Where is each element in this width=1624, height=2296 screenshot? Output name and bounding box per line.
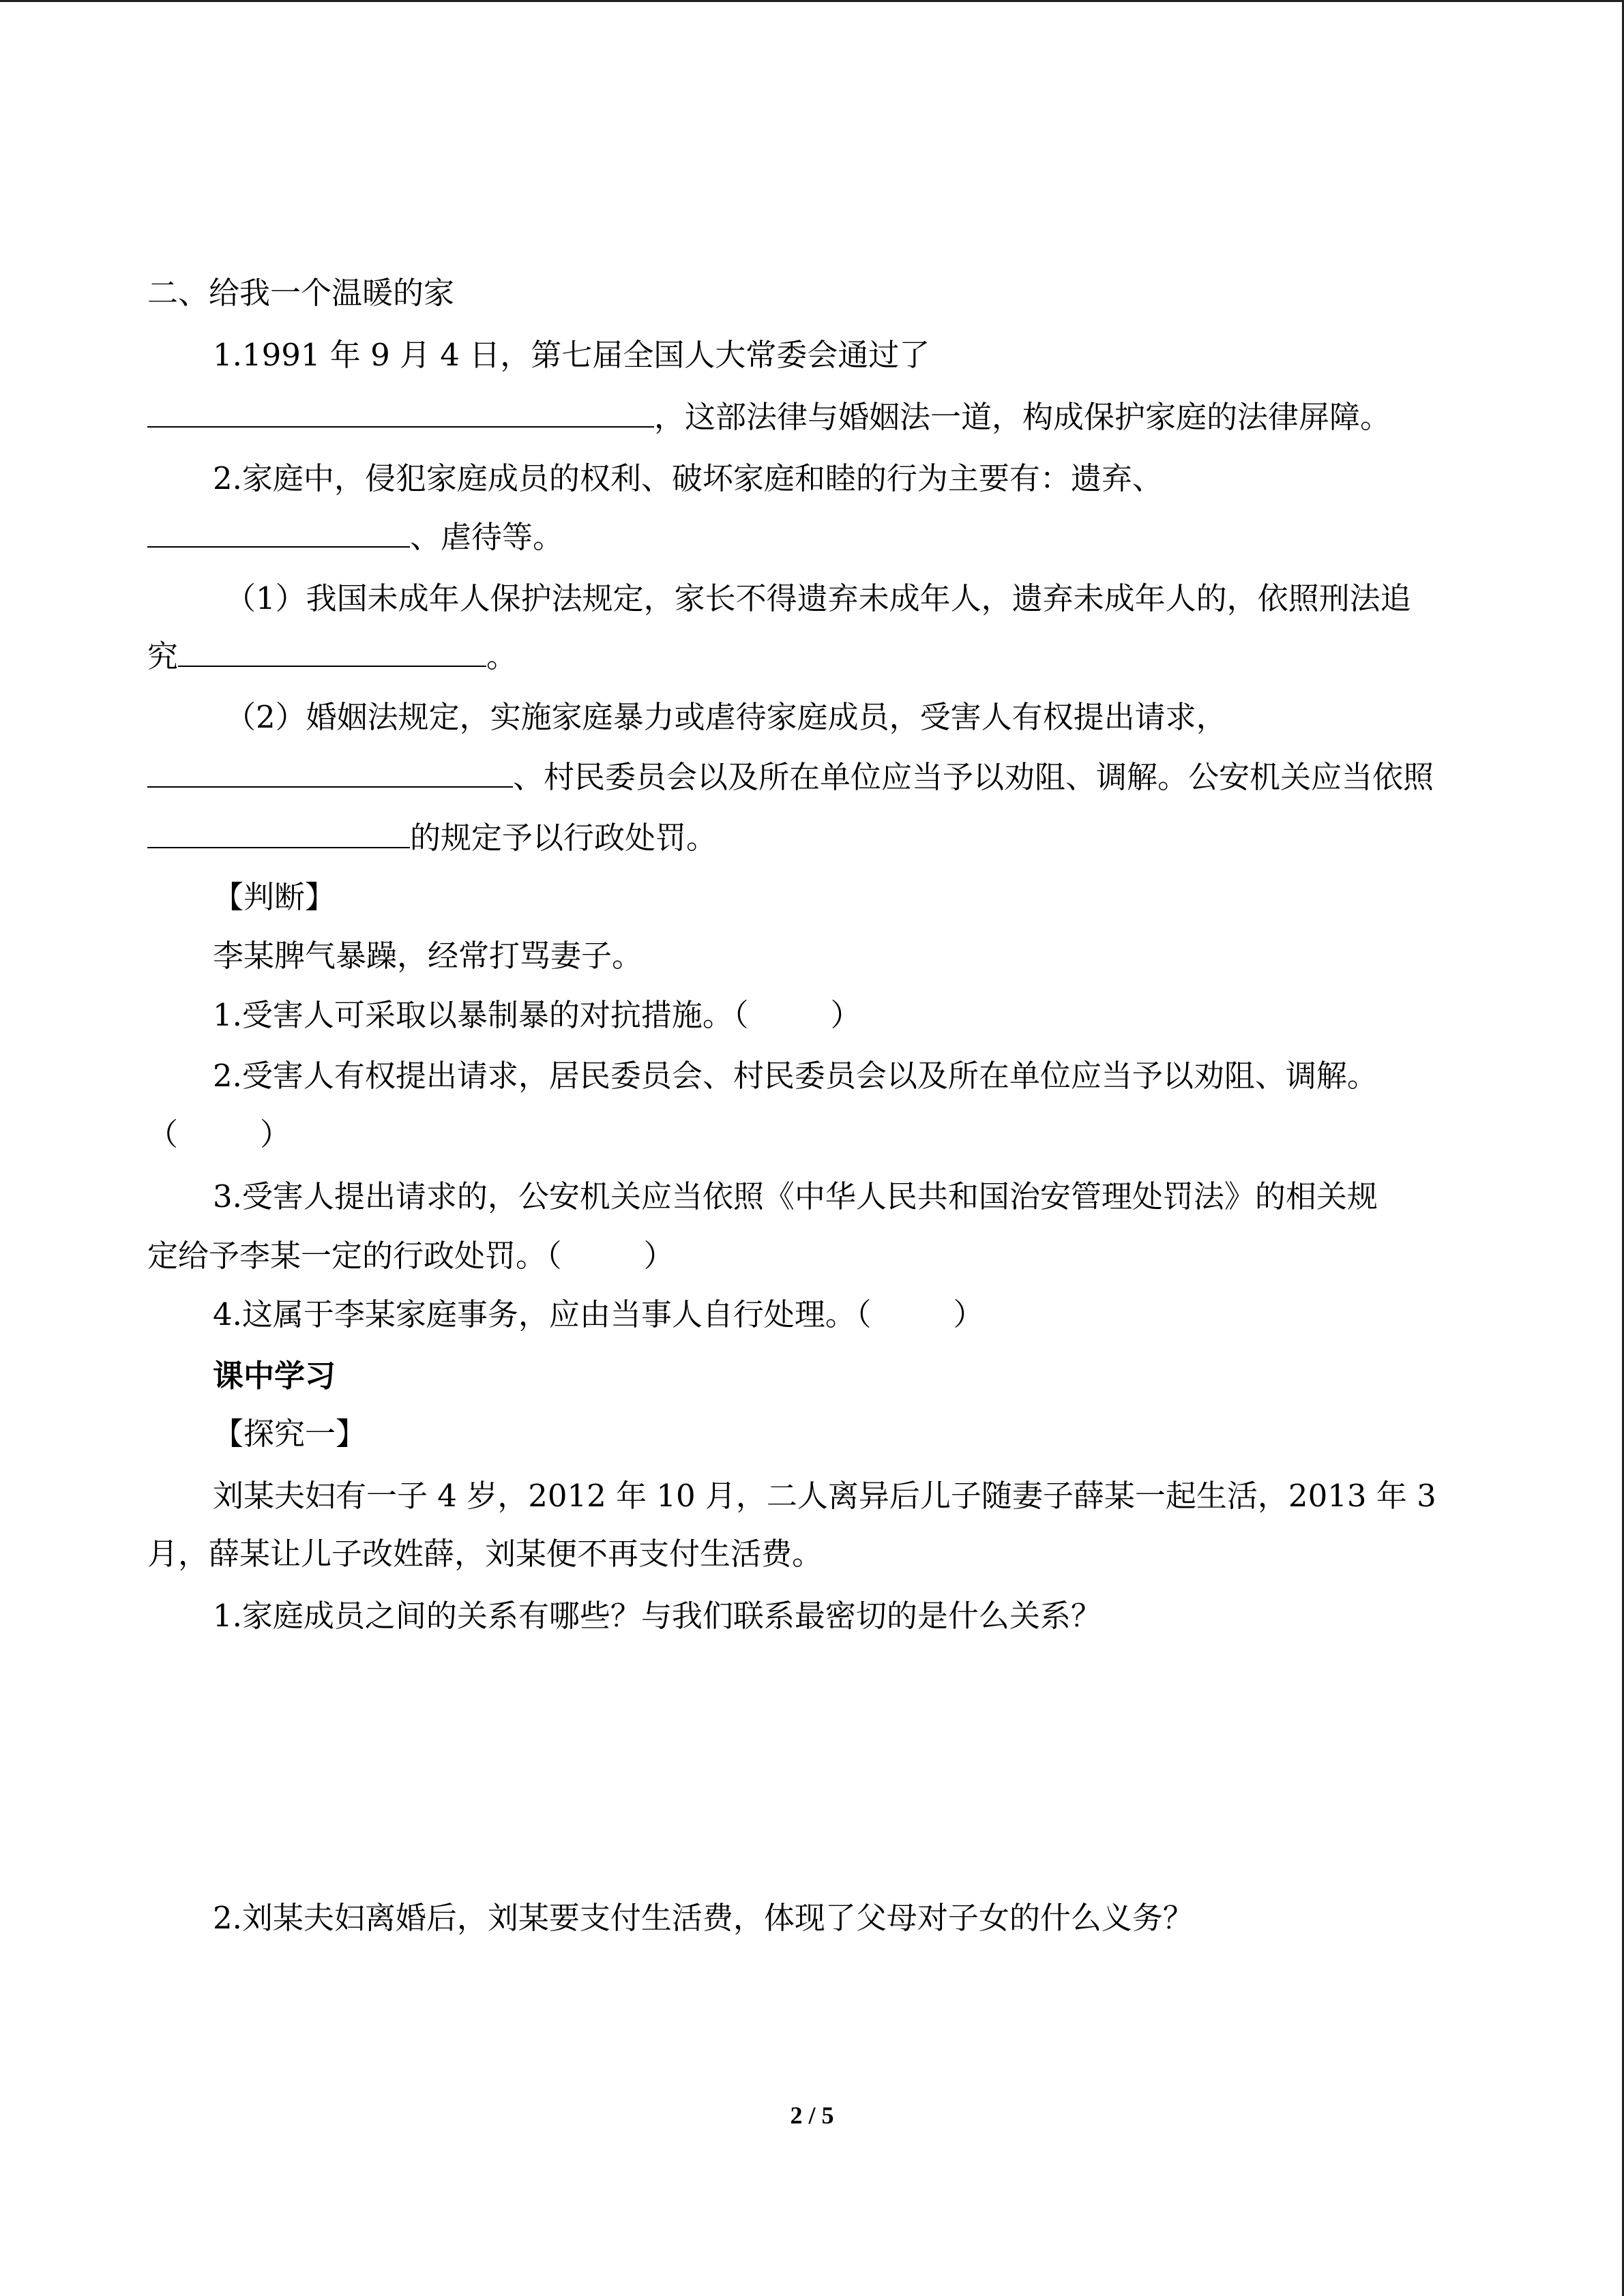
page-number: 2 / 5 bbox=[790, 2102, 834, 2129]
section-heading: 二、给我一个温暖的家 bbox=[147, 275, 455, 311]
sub-question-1-line-2-head: 究 bbox=[147, 638, 179, 674]
judgment-item-3-line-2 bbox=[147, 1236, 675, 1277]
question-2-line-2-text: 、虐待等。 bbox=[410, 519, 564, 555]
paren-open: （ bbox=[855, 1296, 872, 1332]
judgment-item-2-line-1: 2.受害人有权提出请求，居民委员会、村民委员会以及所在单位应当予以劝阻、调解。 bbox=[213, 1058, 1378, 1094]
question-2-line-1: 2.家庭中，侵犯家庭成员的权利、破坏家庭和睦的行为主要有：遗弃、 bbox=[213, 460, 1163, 496]
sub-question-2-line-3-text: 的规定予以行政处罚。 bbox=[410, 820, 718, 856]
question-1-line-2-text: ，这部法律与婚姻法一道，构成保护家庭的法律屏障。 bbox=[654, 399, 1391, 435]
page-border-top bbox=[0, 0, 1624, 2]
judgment-item-1 bbox=[213, 995, 861, 1036]
sub-question-2-line-2 bbox=[147, 756, 1434, 798]
case-line-2: 月，薛某让儿子改姓薛，刘某便不再支付生活费。 bbox=[147, 1536, 823, 1572]
judgment-heading: 【判断】 bbox=[213, 879, 336, 915]
fill-blank[interactable] bbox=[147, 516, 410, 548]
question-2-line-2 bbox=[147, 516, 563, 558]
judgment-item-3-line-2-text: 定给予李某一定的行政处罚。 bbox=[147, 1238, 547, 1274]
fill-blank[interactable] bbox=[147, 396, 654, 428]
question-1-line-1: 1.1991 年 9 月 4 日，第七届全国人大常委会通过了 bbox=[213, 337, 930, 373]
case-line-1: 刘某夫妇有一子 4 岁，2012 年 10 月，二人离异后儿子随妻子薛某一起生活，2013 年 3 bbox=[213, 1478, 1436, 1514]
judgment-scenario: 李某脾气暴躁，经常打骂妻子。 bbox=[213, 938, 643, 974]
paren-close: ） bbox=[830, 997, 861, 1033]
paren-open: （ bbox=[733, 997, 749, 1033]
fill-blank[interactable] bbox=[147, 756, 513, 788]
paren-open: （ bbox=[147, 1116, 179, 1152]
fill-blank[interactable] bbox=[147, 817, 410, 848]
paren-close: ） bbox=[643, 1238, 675, 1274]
explore-heading: 【探究一】 bbox=[213, 1416, 367, 1452]
paren-open: （ bbox=[546, 1238, 562, 1274]
sub-question-1-line-2 bbox=[147, 636, 517, 677]
sub-question-1-line-2-tail: 。 bbox=[486, 638, 518, 674]
sub-question-2-line-1: （2）婚姻法规定，实施家庭暴力或虐待家庭成员，受害人有权提出请求， bbox=[225, 699, 1227, 735]
sub-question-1-line-1: （1）我国未成年人保护法规定，家长不得遗弃未成年人，遗弃未成年人的，依照刑法追 bbox=[225, 580, 1411, 616]
judgment-item-2-line-2 bbox=[147, 1114, 291, 1155]
judgment-item-4 bbox=[213, 1294, 984, 1335]
judgment-item-1-text: 1.受害人可采取以暴制暴的对抗措施。 bbox=[213, 997, 733, 1033]
judgment-item-4-text: 4.这属于李某家庭事务，应由当事人自行处理。 bbox=[213, 1296, 856, 1332]
judgment-item-3-line-1: 3.受害人提出请求的，公安机关应当依照《中华人民共和国治安管理处罚法》的相关规 bbox=[213, 1178, 1378, 1214]
sub-question-2-line-2-text: 、村民委员会以及所在单位应当予以劝阻、调解。公安机关应当依照 bbox=[513, 759, 1434, 795]
paren-close: ） bbox=[260, 1116, 291, 1152]
explore-question-1: 1.家庭成员之间的关系有哪些？与我们联系最密切的是什么关系？ bbox=[213, 1598, 1102, 1634]
in-class-heading: 课中学习 bbox=[213, 1358, 336, 1394]
explore-question-2: 2.刘某夫妇离婚后，刘某要支付生活费，体现了父母对子女的什么义务？ bbox=[213, 1900, 1194, 1936]
question-1-line-2 bbox=[147, 396, 1391, 438]
sub-question-2-line-3 bbox=[147, 817, 717, 859]
paren-close: ） bbox=[953, 1296, 984, 1332]
fill-blank[interactable] bbox=[178, 636, 486, 667]
